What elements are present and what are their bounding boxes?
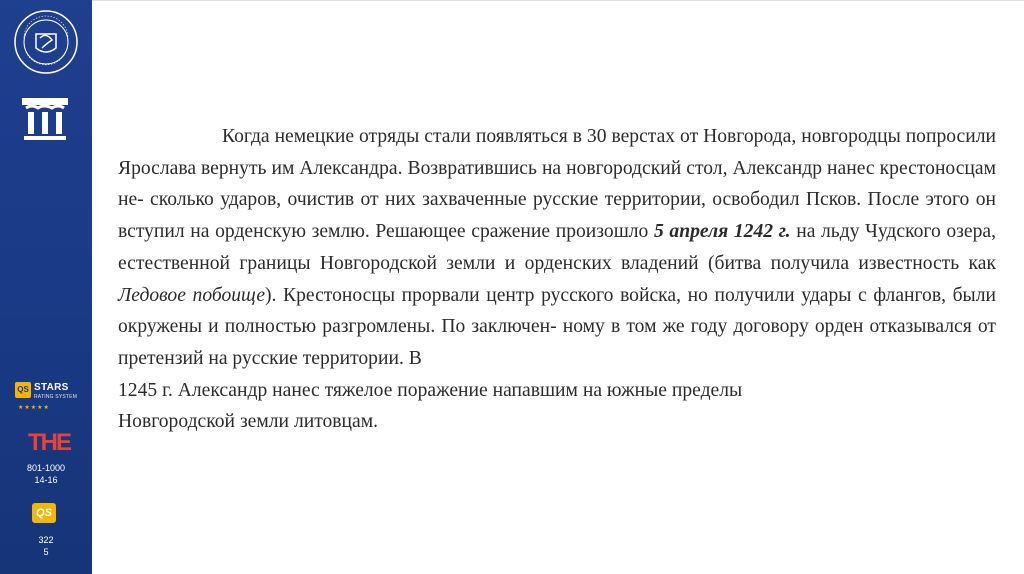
paragraph-tail-1: 1245 г. Александр нанес тяжелое поражение напавшим на южные пределы (118, 379, 743, 401)
text-part-1: Когда немецкие отряды стали появляться в 30 верстах от Новгорода, новгородцы попросили Ярослава вернуть им Александра. Возвратившись на новгородский стол, Александр нанес крестоносцам не- сколько ударов, очистив от них захваченные русские территории, освободил Псков. После этого он вступил на орденскую землю. Решающее сражение произошло (118, 126, 996, 243)
main-text (118, 121, 996, 438)
the-rank-line1: 801-1000 (26, 463, 66, 473)
qs-stars-sub: RATING SYSTEM (34, 394, 78, 400)
qs-stars-mark: QS (15, 382, 31, 398)
qs-ranking-logo: QS (32, 503, 56, 523)
the-ranking-logo: THE (28, 429, 70, 456)
battle-date: 5 апреля 1242 г. (653, 221, 791, 243)
rating-stars: ★★★★★ (18, 404, 50, 411)
qs-rank-line1: 322 (38, 535, 54, 545)
pillar-logo-icon (20, 96, 70, 142)
text-part-2: на льду Чудского озера, естественной границы Новгородской земли и орденских владений (битва получила известность как (118, 221, 996, 274)
paragraph-body (118, 121, 996, 375)
top-divider (92, 0, 1024, 1)
paragraph-tail-2: Новгородской земли литовцам. (118, 411, 379, 433)
qs-stars-label: STARS (34, 382, 69, 393)
text-part-3: ). Крестоносцы прорвали центр русского войска, но получили удары с флангов, были окружены и полностью разгромлены. По заключен- ному в том же году договору орден отказывался от претензий на русские территории. В (118, 284, 996, 369)
battle-name: Ледовое побоище (118, 284, 266, 306)
qs-rank-line2: 5 (43, 547, 49, 557)
university-emblem-icon (12, 8, 80, 76)
sidebar (0, 0, 92, 574)
the-rank-line2: 14-16 (34, 475, 58, 485)
